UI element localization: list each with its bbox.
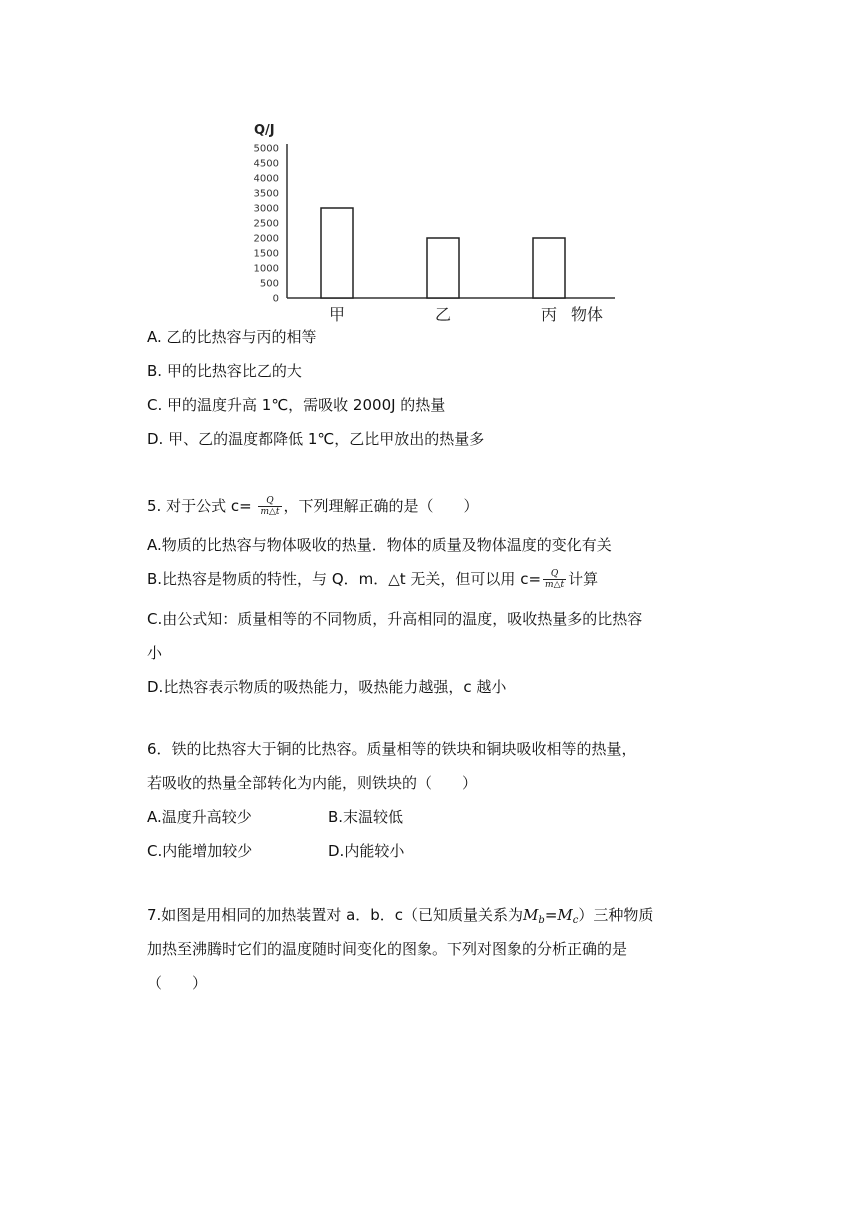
q5-formula-fraction	[258, 496, 281, 517]
subscript-b: b	[538, 915, 545, 926]
y-tick-label: 4000	[253, 173, 279, 185]
q4-option-b: B. 甲的比热容比乙的大	[147, 362, 302, 380]
q5-option-d: D.比热容表示物质的吸热能力，吸热能力越强，c 越小	[147, 678, 507, 696]
y-tick-label: 500	[259, 278, 279, 290]
y-tick-label: 5000	[253, 143, 279, 155]
bar-1	[321, 208, 353, 298]
fraction-numerator: Q	[258, 496, 281, 507]
y-axis-label: Q/J	[254, 123, 275, 138]
y-tick-label: 4500	[253, 158, 279, 170]
fraction-numerator: Q	[543, 569, 566, 580]
bars-group	[321, 208, 565, 298]
bar-2	[427, 238, 459, 298]
y-tick-label: 2500	[253, 218, 279, 230]
q5-option-c-line2: 小	[147, 644, 163, 662]
q5-option-a: A.物质的比热容与物体吸收的热量．物体的质量及物体温度的变化有关	[147, 536, 612, 554]
y-axis-ticks	[254, 144, 279, 305]
x-axis-label: 物体	[571, 305, 604, 324]
q6-option-b: B.末温较低	[328, 808, 404, 826]
q5-option-b-pre: B.比热容是物质的特性，与 Q．m．△t 无关，但可以用 c=	[147, 570, 542, 588]
fraction-denominator: m△t	[545, 580, 565, 590]
q5-option-b-post: 计算	[568, 570, 599, 588]
category-label: 乙	[434, 305, 452, 324]
y-tick-label: 3500	[253, 188, 279, 200]
q7-stem-line2: 加热至沸腾时它们的温度随时间变化的图象。下列对图象的分析正确的是	[147, 940, 628, 958]
category-label: 丙	[540, 305, 558, 324]
y-tick-label: 2000	[253, 233, 279, 245]
heat-bar-chart	[248, 116, 618, 328]
q6-option-a: A.温度升高较少	[147, 808, 252, 826]
q7-stem-line1-post: ）三种物质	[578, 906, 654, 924]
q5-option-c-line1: C.由公式知：质量相等的不同物质，升高相同的温度，吸收热量多的比热容	[147, 610, 643, 628]
mass-symbol: M	[557, 906, 573, 924]
y-tick-label: 3000	[253, 203, 279, 215]
equals-sign: =	[544, 906, 558, 924]
q5-stem-post: ，下列理解正确的是（ ）	[283, 497, 479, 515]
y-tick-label: 0	[272, 293, 279, 305]
q5-option-b	[147, 569, 598, 590]
q6-stem-line2: 若吸收的热量全部转化为内能，则铁块的（ ）	[147, 774, 478, 792]
q6-stem-line1: 6．铁的比热容大于铜的比热容。质量相等的铁块和铜块吸收相等的热量，	[147, 740, 637, 758]
q7-stem-line1-pre: 7.如图是用相同的加热装置对 a．b．c（已知质量关系为	[147, 906, 524, 924]
y-tick-label: 1500	[253, 248, 279, 260]
fraction-denominator: m△t	[260, 507, 280, 517]
q6-option-d: D.内能较小	[328, 842, 405, 860]
bar-3	[533, 238, 565, 298]
q4-option-c: C. 甲的温度升高 1℃，需吸收 2000J 的热量	[147, 396, 446, 414]
category-label: 甲	[328, 305, 346, 324]
q7-stem-line1	[147, 905, 653, 931]
subscript-c: c	[572, 915, 579, 926]
q5-stem	[147, 496, 479, 517]
q4-option-d: D. 甲、乙的温度都降低 1℃，乙比甲放出的热量多	[147, 430, 485, 448]
y-tick-label: 1000	[253, 263, 279, 275]
q5-option-b-fraction	[543, 569, 566, 590]
mass-symbol: M	[523, 906, 539, 924]
q5-stem-pre: 5. 对于公式 c=	[147, 497, 252, 515]
q4-option-a: A. 乙的比热容与丙的相等	[147, 328, 317, 346]
category-labels	[329, 305, 557, 324]
q7-stem-line3: （ ）	[147, 974, 208, 992]
q6-option-c: C.内能增加较少	[147, 842, 253, 860]
